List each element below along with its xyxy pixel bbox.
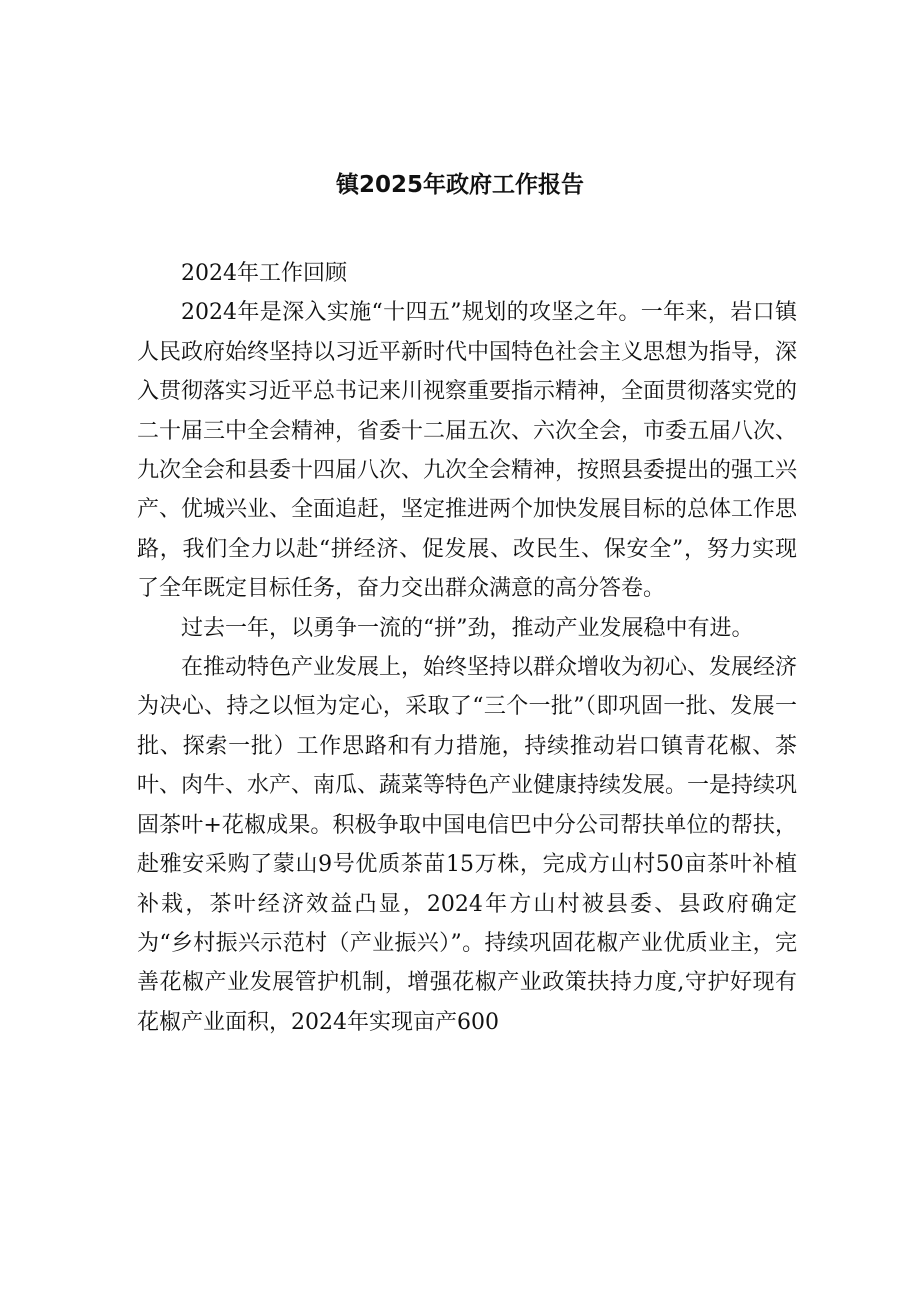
document-title: 镇2025年政府工作报告: [335, 172, 584, 198]
paragraph-summary: 过去一年，以勇争一流的“拼”劲，推动产业发展稳中有进。: [181, 615, 754, 641]
document-body: [137, 254, 797, 1042]
paragraph-industry: 在推动特色产业发展上，始终坚持以群众增收为初心、发展经济为决心、持之以恒为定心，采取了“三个一批”（即巩固一批、发展一批、探索一批）工作思路和有力措施，持续推动岩口镇青花椒、茶叶、肉牛、水产、南瓜、蔬菜等特色产业健康持续发展。一是持续巩固茶叶+花椒成果。积极争取中国电信巴中分公司帮扶单位的帮扶，赴雅安采购了蒙山9号优质茶苗15万株，完成方山村50亩茶叶补植补栽，茶叶经济效益凸显，2024年方山村被县委、县政府确定为“乡村振兴示范村（产业振兴）”。持续巩固花椒产业优质业主，完善花椒产业发展管护机制，增强花椒产业政策扶持力度,守护好现有花椒产业面积，2024年实现亩产600: [137, 655, 798, 1035]
paragraph-overview: 2024年是深入实施“十四五”规划的攻坚之年。一年来，岩口镇人民政府始终坚持以习近平新时代中国特色社会主义思想为指导，深入贯彻落实习近平总书记来川视察重要指示精神，全面贯彻落实党的二十届三中全会精神，省委十二届五次、六次全会，市委五届八次、九次全会和县委十四届八次、九次全会精神，按照县委提出的强工兴产、优城兴业、全面追赶，坚定推进两个加快发展目标的总体工作思路，我们全力以赴“拼经济、促发展、改民生、保安全”，努力实现了全年既定目标任务，奋力交出群众满意的高分答卷。: [137, 300, 798, 602]
section-heading: 2024年工作回顾: [181, 261, 347, 286]
